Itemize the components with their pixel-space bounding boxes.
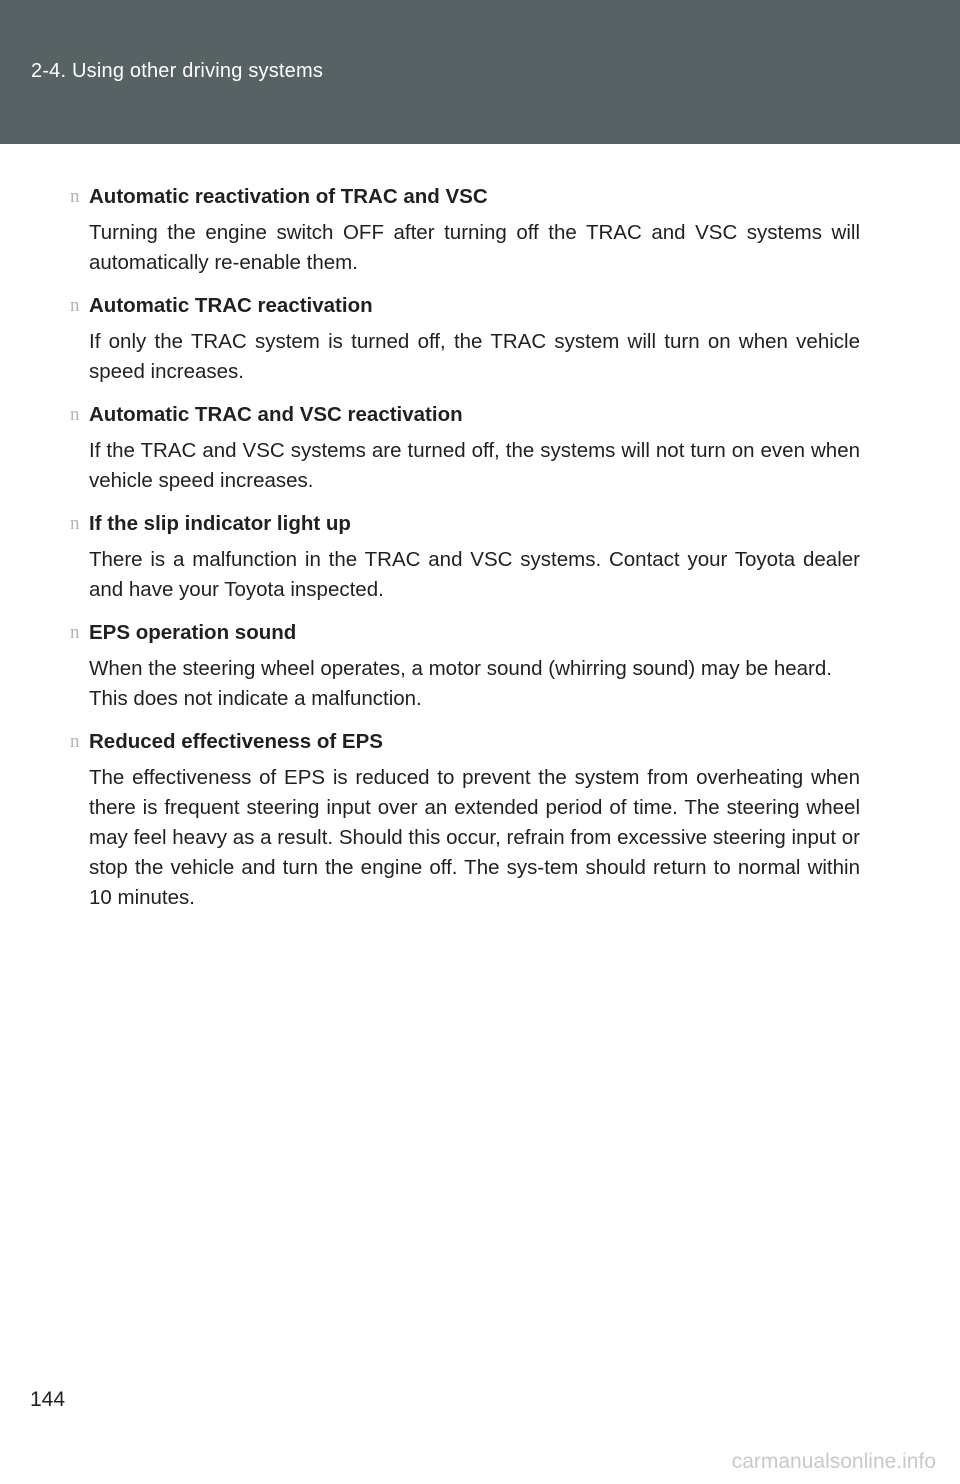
section-heading	[70, 618, 860, 648]
section-body	[70, 763, 860, 913]
section-heading	[70, 509, 860, 539]
bullet-icon: n	[70, 404, 80, 425]
bullet-icon: n	[70, 622, 80, 643]
section-body	[70, 327, 860, 387]
section-trac-vsc-reactivation	[70, 182, 860, 278]
section-body	[70, 436, 860, 496]
section-heading-text: If the slip indicator light up	[89, 512, 351, 535]
section-heading-text: Automatic reactivation of TRAC and VSC	[89, 185, 488, 208]
section-heading-text: Reduced effectiveness of EPS	[89, 730, 383, 753]
section-paragraph: The effectiveness of EPS is reduced to prevent the system from overheating when there is frequent steering input over an extended period of time. The steering wheel may feel heavy as a result. Should this occur, refrain from excessive steering input or stop the vehicle and turn the engine off. The sys-tem should return to normal within 10 minutes.	[89, 766, 860, 909]
section-eps-sound	[70, 618, 860, 714]
section-trac-reactivation	[70, 291, 860, 387]
section-eps-effectiveness	[70, 727, 860, 913]
section-paragraph: If only the TRAC system is turned off, the TRAC system will turn on when vehicle speed increases.	[89, 330, 860, 383]
section-heading-text: Automatic TRAC and VSC reactivation	[89, 403, 463, 426]
watermark-text: carmanualsonline.info	[731, 1450, 936, 1473]
page-number: 144	[30, 1388, 66, 1411]
section-body	[70, 654, 860, 714]
section-paragraph: There is a malfunction in the TRAC and VSC systems. Contact your Toyota dealer and have your Toyota inspected.	[89, 548, 860, 601]
section-paragraph: When the steering wheel operates, a motor sound (whirring sound) may be heard.	[89, 657, 832, 680]
section-breadcrumb: 2-4. Using other driving systems	[31, 60, 324, 82]
section-trac-vsc-auto-reactivation	[70, 400, 860, 496]
section-paragraph: This does not indicate a malfunction.	[89, 687, 422, 710]
section-slip-indicator	[70, 509, 860, 605]
section-paragraph: Turning the engine switch OFF after turning off the TRAC and VSC systems will automatically re-enable them.	[89, 221, 860, 274]
section-heading	[70, 400, 860, 430]
bullet-icon: n	[70, 186, 80, 207]
page-content	[70, 182, 860, 926]
section-heading	[70, 182, 860, 212]
section-body	[70, 545, 860, 605]
section-body	[70, 218, 860, 278]
section-heading-text: EPS operation sound	[89, 621, 297, 644]
page-header	[0, 0, 960, 144]
section-paragraph: If the TRAC and VSC systems are turned off, the systems will not turn on even when vehicle speed increases.	[89, 439, 860, 492]
section-heading	[70, 291, 860, 321]
section-heading	[70, 727, 860, 757]
bullet-icon: n	[70, 295, 80, 316]
section-heading-text: Automatic TRAC reactivation	[89, 294, 373, 317]
bullet-icon: n	[70, 513, 80, 534]
bullet-icon: n	[70, 731, 80, 752]
